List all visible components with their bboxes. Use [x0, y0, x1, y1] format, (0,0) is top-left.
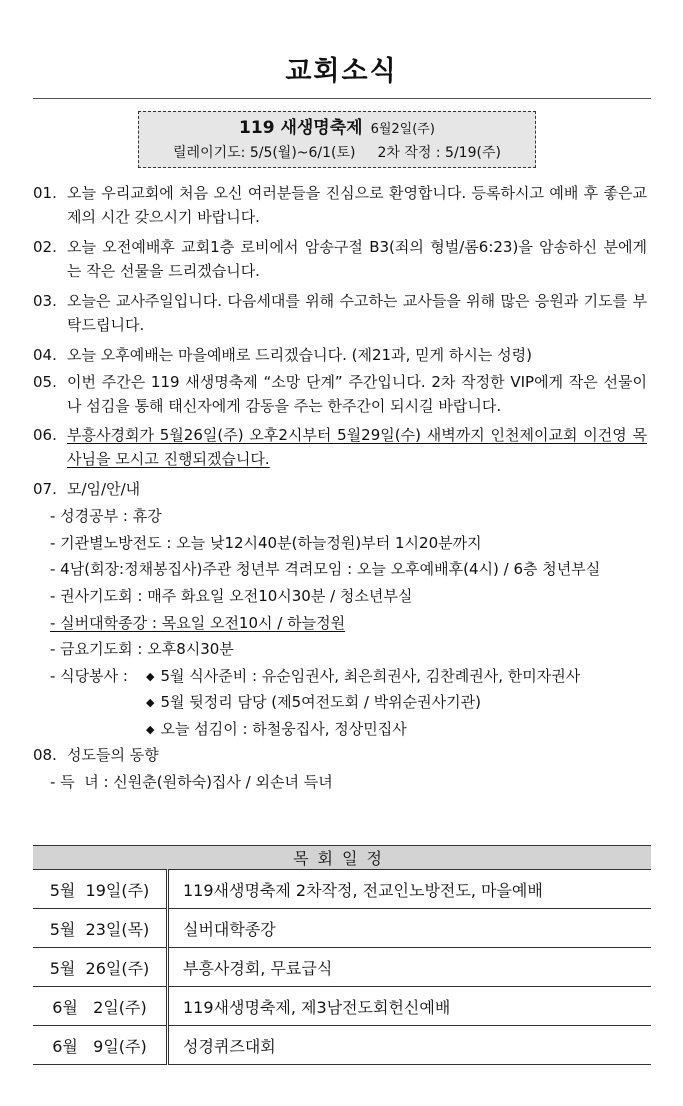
second-pledge: 2차 작정 : 5/19(주) — [377, 145, 501, 161]
schedule-event: 실버대학종강 — [168, 909, 652, 948]
notice-text: 오늘 우리교회에 처음 오신 여러분들을 진심으로 환영합니다. 등록하시고 예배 후 좋은교제의 시간 갖으시기 바랍니다. — [67, 184, 647, 226]
table-row — [33, 909, 651, 948]
notice-text: 오늘 오전예배후 교회1층 로비에서 암송구절 B3(죄의 형벌/롬6:23)을 암송하신 분에게는 작은 선물을 드리겠습니다. — [67, 238, 647, 280]
schedule-date: 5월 19일(주) — [33, 870, 168, 909]
table-row — [33, 948, 651, 987]
schedule-date: 6월 2일(주) — [33, 987, 168, 1026]
schedule-date: 5월 23일(목) — [33, 909, 168, 948]
title-divider — [33, 98, 651, 99]
members-heading — [33, 743, 647, 767]
notice-item — [33, 181, 647, 229]
schedule-date: 5월 26일(주) — [33, 948, 168, 987]
table-row — [33, 1026, 651, 1065]
notice-number: 06. — [33, 426, 57, 444]
notice-text: 부흥사경회가 5월26일(주) 오후2시부터 5월29일(수) 새벽까지 인천제이교회 이건영 목사님을 모시고 진행되겠습니다. — [67, 426, 647, 468]
table-row — [33, 987, 651, 1026]
notice-item — [33, 235, 647, 283]
kitchen-service-item: ◆ 5월 식사준비 : 유순임권사, 최은희권사, 김찬례권사, 한미자권사 — [146, 667, 581, 685]
notice-number: 01. — [33, 184, 57, 202]
notice-number: 03. — [33, 292, 57, 310]
member-news-item: - 득 녀 : 신원춘(원하숙)집사 / 외손녀 득녀 — [50, 773, 333, 791]
schedule-date: 6월 9일(주) — [33, 1026, 168, 1065]
schedule-header: 목회일정 — [33, 846, 651, 870]
schedule-event: 부흥사경회, 무료급식 — [168, 948, 652, 987]
notice-text: 오늘은 교사주일입니다. 다음세대를 위해 수고하는 교사들을 위해 많은 응원과 기도를 부탁드립니다. — [67, 292, 647, 334]
pastoral-schedule-table — [33, 845, 651, 1065]
kitchen-service-label: - 식당봉사 : — [50, 667, 128, 685]
notice-item-revival — [33, 423, 647, 471]
meeting-item: - 금요기도회 : 오후8시30분 — [50, 640, 234, 658]
schedule-event: 성경퀴즈대회 — [168, 1026, 652, 1065]
notice-number: 08. — [33, 746, 57, 764]
schedule-event: 119새생명축제, 제3남전도회헌신예배 — [168, 987, 652, 1026]
notice-number: 02. — [33, 238, 57, 256]
festival-details — [139, 142, 535, 164]
notice-number: 04. — [33, 346, 57, 364]
festival-title: 119 새생명축제 — [239, 118, 363, 138]
section-title: 모/임/안/내 — [67, 480, 141, 498]
meeting-item: - 4남(회장:정채봉집사)주관 청년부 격려모임 : 오늘 오후예배후(4시) / 6층 청년부실 — [50, 560, 601, 578]
page-title: 교회소식 — [285, 56, 398, 87]
kitchen-service-item: ◆ 5월 뒷정리 담당 (제5여전도회 / 박위순권사기관) — [146, 693, 481, 711]
notice-item — [33, 343, 647, 367]
festival-heading — [139, 117, 535, 141]
section-title: 성도들의 동향 — [67, 746, 159, 764]
festival-box — [138, 111, 536, 168]
notice-item — [33, 370, 647, 418]
meeting-item: - 권사기도회 : 매주 화요일 오전10시30분 / 청소년부실 — [50, 587, 413, 605]
kitchen-service-item: ◆ 오늘 섬김이 : 하철웅집사, 정상민집사 — [146, 720, 407, 738]
relay-prayer: 릴레이기도: 5/5(월)~6/1(토) — [173, 145, 356, 161]
schedule-event: 119새생명축제 2차작정, 전교인노방전도, 마을예배 — [168, 870, 652, 909]
meeting-item: - 기관별노방전도 : 오늘 낮12시40분(하늘정원)부터 1시20분까지 — [50, 534, 482, 552]
notice-item — [33, 289, 647, 337]
diamond-bullet-icon: ◆ — [146, 723, 155, 736]
diamond-bullet-icon: ◆ — [146, 670, 155, 683]
notice-text: 오늘 오후예배는 마을예배로 드리겠습니다. (제21과, 믿게 하시는 성령) — [67, 346, 532, 364]
meeting-item: - 성경공부 : 휴강 — [50, 507, 162, 525]
notice-text: 이번 주간은 119 새생명축제 “소망 단계” 주간입니다. 2차 작정한 VIP에게 작은 선물이나 섬김을 통해 태신자에게 감동을 주는 한주간이 되시길 바랍니다. — [67, 373, 647, 415]
festival-date: 6월2일(주) — [370, 122, 435, 137]
notice-number: 05. — [33, 373, 57, 391]
diamond-bullet-icon: ◆ — [146, 696, 155, 709]
meeting-item-silver-college: - 실버대학종강 : 목요일 오전10시 / 하늘정원 — [50, 614, 346, 632]
notice-number: 07. — [33, 480, 57, 498]
table-row — [33, 870, 651, 909]
meetings-heading — [33, 477, 647, 501]
